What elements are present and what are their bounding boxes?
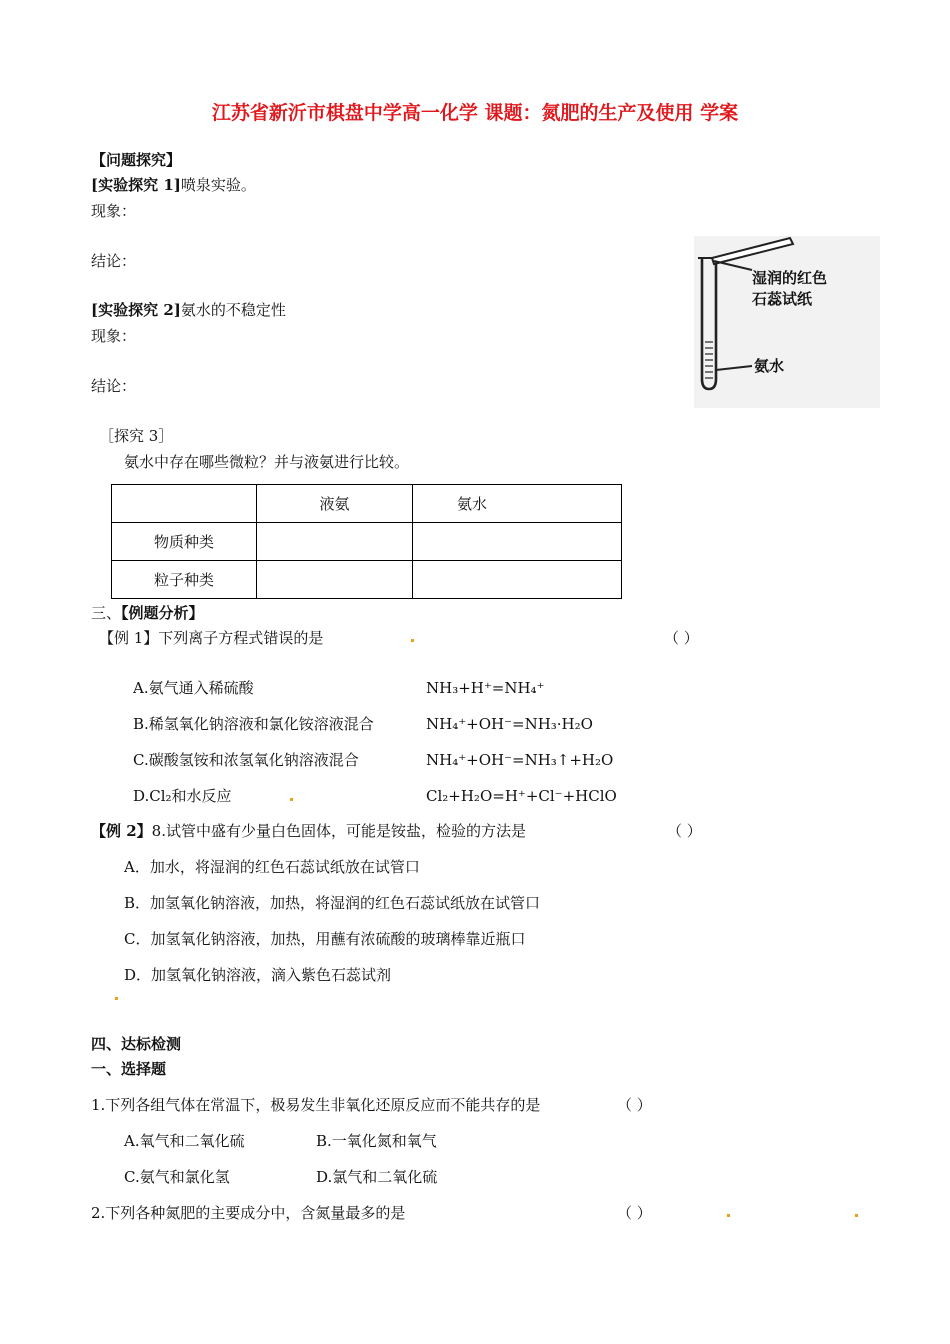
section-test-heading: 四、达标检测	[91, 1035, 182, 1053]
example-2-option-a: A．加水，将湿润的红色石蕊试纸放在试管口	[124, 858, 420, 876]
table-cell	[257, 561, 413, 599]
decor-dot	[855, 1214, 858, 1217]
example-2-option-b: B．加氢氧化钠溶液，加热，将湿润的红色石蕊试纸放在试管口	[124, 894, 541, 912]
table-cell	[413, 523, 622, 561]
question-1-option-a: A.氧气和二氧化硫	[124, 1132, 245, 1150]
example-2-label: 【例 2】	[91, 822, 152, 840]
experiment-3-label: ［探究 3］	[99, 427, 174, 445]
example-2-stem: 8.试管中盛有少量白色固体，可能是铵盐，检验的方法是	[151, 822, 526, 840]
decor-dot	[411, 639, 414, 642]
liquid-dashes	[705, 342, 713, 378]
experiment-3-question: 氨水中存在哪些微粒？并与液氨进行比较。	[124, 453, 410, 471]
experiment-1	[91, 175, 256, 195]
figure-label-litmus-1: 湿润的红色	[752, 269, 828, 287]
question-1-option-c: C.氨气和氯化氢	[124, 1168, 230, 1186]
example-1-option-c: C.碳酸氢铵和浓氢氧化钠溶液混合	[133, 751, 359, 769]
table-cell	[413, 561, 622, 599]
example-1-option-c-equation: NH₄⁺+OH⁻=NH₃↑+H₂O	[426, 751, 614, 769]
example-2-answer-paren: （ ）	[667, 822, 702, 840]
decor-dot	[727, 1214, 730, 1217]
example-2-option-c: C．加氢氧化钠溶液，加热，用蘸有浓硫酸的玻璃棒靠近瓶口	[124, 930, 526, 948]
table-header-cell: 液氨	[257, 485, 413, 523]
question-1-stem: 1.下列各组气体在常温下，极易发生非氧化还原反应而不能共存的是	[91, 1096, 541, 1114]
figure-label-litmus-2: 石蕊试纸	[752, 290, 813, 308]
table-row-label: 物质种类	[112, 523, 257, 561]
question-1-option-b: B.一氧化氮和氧气	[316, 1132, 437, 1150]
experiment-1-phenomenon: 现象：	[91, 202, 137, 220]
test-tube-figure	[694, 236, 880, 408]
table-header-cell: 氨水	[413, 485, 622, 523]
experiment-1-conclusion: 结论：	[91, 252, 137, 270]
section-choice-heading: 一、选择题	[91, 1060, 167, 1078]
example-1-option-a-equation: NH₃+H⁺=NH₄⁺	[426, 679, 545, 697]
experiment-2	[91, 300, 286, 320]
example-1-answer-paren: （ ）	[664, 629, 699, 647]
table-cell	[257, 523, 413, 561]
section-examples-heading	[91, 603, 204, 623]
comparison-table	[111, 484, 622, 599]
test-tube-illustration	[694, 236, 880, 408]
example-1-stem: 【例 1】下列离子方程式错误的是	[99, 629, 324, 647]
table-row-label: 粒子种类	[112, 561, 257, 599]
section-examples-prefix: 三、	[91, 604, 122, 622]
experiment-2-conclusion: 结论：	[91, 377, 137, 395]
experiment-2-label: [实验探究 2]	[91, 301, 181, 319]
decor-dot	[115, 997, 118, 1000]
section-examples-label: 【例题分析】	[121, 604, 204, 622]
example-2-option-d: D．加氢氧化钠溶液，滴入紫色石蕊试剂	[124, 966, 392, 984]
question-2-stem: 2.下列各种氮肥的主要成分中，含氮量最多的是	[91, 1204, 406, 1222]
experiment-1-text: 喷泉实验。	[180, 176, 256, 194]
experiment-2-text: 氨水的不稳定性	[180, 301, 286, 319]
table-header-row	[112, 485, 622, 523]
table-row	[112, 561, 622, 599]
example-1-option-a: A.氨气通入稀硫酸	[133, 679, 254, 697]
experiment-2-phenomenon: 现象：	[91, 327, 137, 345]
section-explore-heading: 【问题探究】	[91, 151, 182, 169]
example-1-option-d: D.Cl₂和水反应	[133, 787, 232, 805]
example-1-option-d-equation: Cl₂+H₂O=H⁺+Cl⁻+HClO	[426, 787, 617, 805]
question-1-option-d: D.氯气和二氧化硫	[316, 1168, 438, 1186]
example-1-option-b: B.稀氢氧化钠溶液和氯化铵溶液混合	[133, 715, 374, 733]
page-title: 江苏省新沂市棋盘中学高一化学 课题：氮肥的生产及使用 学案	[211, 102, 739, 124]
question-1-answer-paren: （ ）	[617, 1096, 652, 1114]
decor-dot	[290, 798, 293, 801]
question-2-answer-paren: （ ）	[617, 1204, 652, 1222]
experiment-1-label: [实验探究 1]	[91, 176, 181, 194]
figure-label-ammonia-water: 氨水	[754, 357, 785, 375]
example-1-option-b-equation: NH₄⁺+OH⁻=NH₃·H₂O	[426, 715, 593, 733]
table-row	[112, 523, 622, 561]
example-2-stem-line	[91, 821, 526, 841]
table-header-cell	[112, 485, 257, 523]
